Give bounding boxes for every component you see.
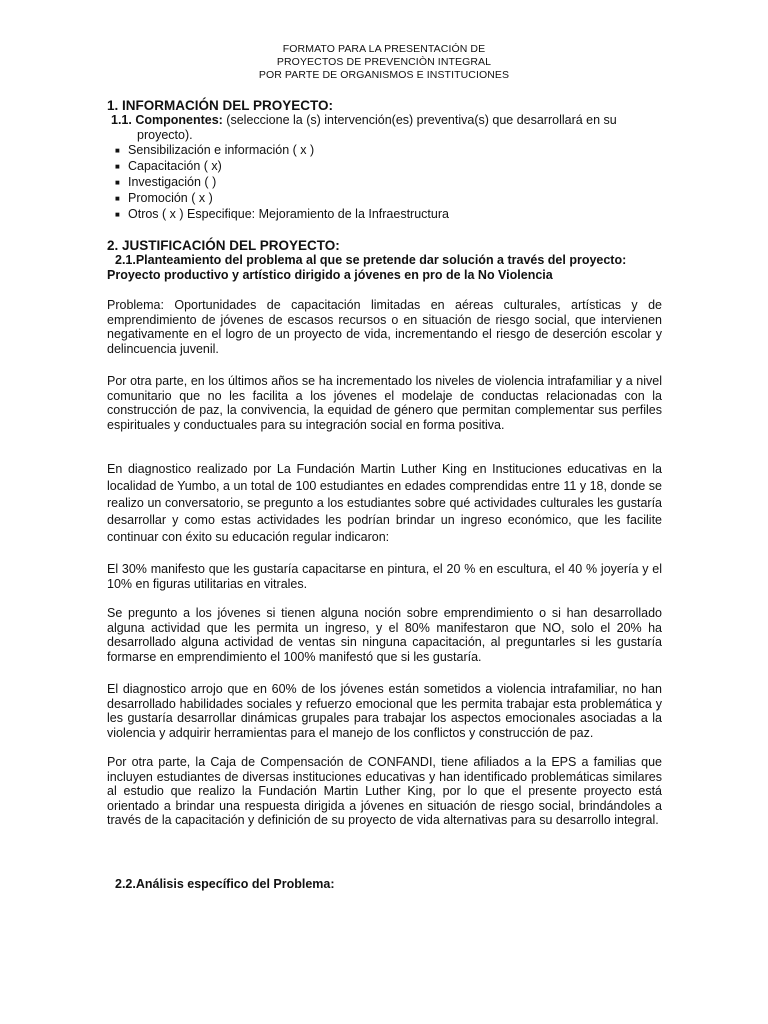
paragraph-domestic-violence: El diagnostico arrojo que en 60% de los jóvenes están sometidos a violencia intrafamiliar, no han desarrollado habilidades sociales y refuerzo emocional que les permita trabajar esta problemática y les gustaría desarrollar dinámicas grupales para trabajar los aspectos emocionales asociadas a la violencia y adquirir herramientas para el manejo de los conflictos y construcción de paz. bbox=[107, 682, 662, 740]
components-list bbox=[115, 142, 449, 222]
list-item: ■ Investigación ( ) bbox=[115, 175, 217, 189]
square-bullet-icon: ■ bbox=[115, 194, 120, 203]
section-2-title: 2. JUSTIFICACIÓN DEL PROYECTO: bbox=[107, 238, 340, 253]
list-item: ■ Otros ( x ) Especifique: Mejoramiento de la Infraestructura bbox=[115, 207, 449, 221]
list-item: ■ Capacitación ( x) bbox=[115, 159, 222, 173]
subsection-2-1-title: 2.1.Planteamiento del problema al que se pretende dar solución a través del proyecto: bbox=[115, 253, 627, 267]
square-bullet-icon: ■ bbox=[115, 162, 120, 171]
document-header bbox=[0, 43, 768, 82]
components-line bbox=[111, 113, 617, 127]
square-bullet-icon: ■ bbox=[115, 146, 120, 155]
project-name: Proyecto productivo y artístico dirigido a jóvenes en pro de la No Violencia bbox=[107, 268, 553, 282]
paragraph-problem: Problema: Oportunidades de capacitación limitadas en aéreas culturales, artísticas y de emprendimiento de jóvenes de escasos recursos o en situación de riesgo social, que intervienen negativamente en el logro de un proyecto de vida, incrementando el riesgo de deserción escolar y delincuencia juvenil. bbox=[107, 298, 662, 356]
components-text: (seleccione la (s) intervención(es) preventiva(s) que desarrollará en su bbox=[222, 113, 617, 127]
subsection-2-2-title: 2.2.Análisis específico del Problema: bbox=[115, 877, 335, 891]
paragraph-entrepreneurship: Se pregunto a los jóvenes si tienen alguna noción sobre emprendimiento o si han desarrollado alguna actividad que les permita un ingreso, y el 80% manifestaron que NO, solo el 20% ha desarrollado alguna actividad de ventas sin ninguna capacitación, al preguntarles si les gustaría formarse en emprendimiento el 100% manifestó que si les gustaría. bbox=[107, 606, 662, 664]
header-line-3: POR PARTE DE ORGANISMOS E INSTITUCIONES bbox=[258, 69, 510, 81]
section-1-title: 1. INFORMACIÓN DEL PROYECTO: bbox=[107, 98, 334, 113]
components-text-cont: proyecto). bbox=[137, 128, 193, 142]
paragraph-confandi: Por otra parte, la Caja de Compensación de CONFANDI, tiene afiliados a la EPS a familias que incluyen estudiantes de diversas instituciones educativas y han identificado problemáticas similares al estudio que realizo la Fundación Martin Luther King, por lo que el presente proyecto está orientado a brindar una respuesta dirigida a jóvenes en situación de riesgo social, brindándoles a través de la capacitación y definición de su proyecto de vida alternativas para su desarrollo integral. bbox=[107, 755, 662, 827]
square-bullet-icon: ■ bbox=[115, 210, 120, 219]
components-label: 1.1. Componentes: bbox=[111, 113, 223, 127]
square-bullet-icon: ■ bbox=[115, 178, 120, 187]
list-item: ■ Promoción ( x ) bbox=[115, 191, 213, 205]
paragraph-diagnostic: En diagnostico realizado por La Fundación Martin Luther King en Instituciones educativas en la localidad de Yumbo, a un total de 100 estudiantes en edades comprendidas entre 11 y 18, donde se realizo un conversatorio, se pregunto a los estudiantes sobre qué actividades culturales les gustaría desarrollar y como estas actividades les podrían brindar un ingreso económico, que les facilite continuar con éxito su educación regular indicaron: bbox=[107, 462, 662, 544]
header-line-2: PROYECTOS DE PREVENCIÒN INTEGRAL bbox=[276, 56, 492, 68]
paragraph-violence: Por otra parte, en los últimos años se ha incrementado los niveles de violencia intrafamiliar y a nivel comunitario que no les facilita a los jóvenes el modelaje de conductas relacionadas con la construcción de paz, la convivencia, la equidad de género que permitan complementar sus perfiles espirituales y conductuales para su integración social en forma positiva. bbox=[107, 374, 662, 432]
header-line-1: FORMATO PARA LA PRESENTACIÓN DE bbox=[282, 43, 486, 55]
paragraph-percentages: El 30% manifesto que les gustaría capacitarse en pintura, el 20 % en escultura, el 40 % joyería y el 10% en figuras utilitarias en vitrales. bbox=[107, 562, 662, 591]
list-item: ■ Sensibilización e información ( x ) bbox=[115, 143, 315, 157]
